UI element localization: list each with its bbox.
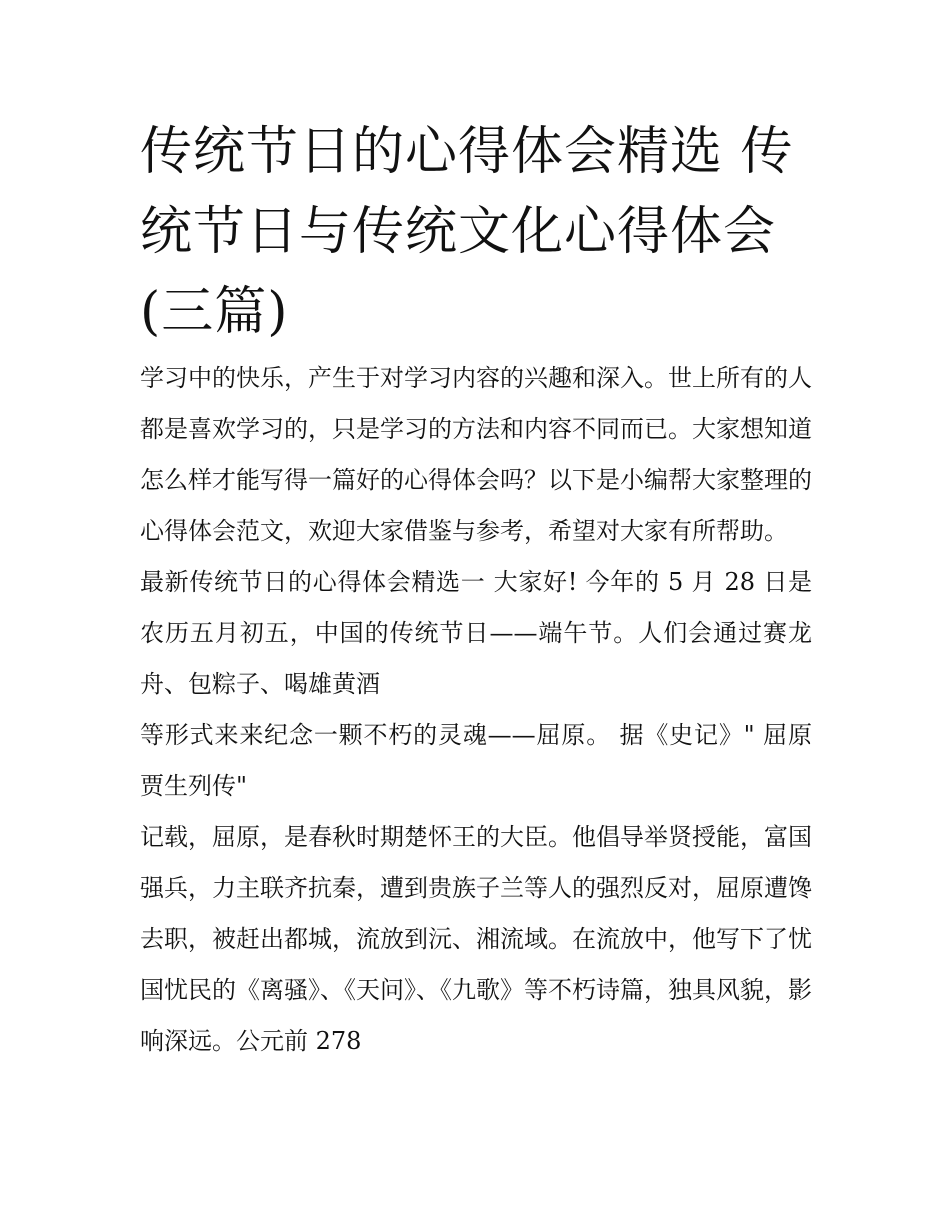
paragraph-quyuan: 等形式来来纪念一颗不朽的灵魂——屈原。 据《史记》" 屈原贾生列传" [140, 721, 812, 800]
document-body [140, 353, 812, 1067]
paragraph-intro: 学习中的快乐，产生于对学习内容的兴趣和深入。世上所有的人都是喜欢学习的，只是学习的方法和内容不同而已。大家想知道怎么样才能写得一篇好的心得体会吗？以下是小编帮大家整理的心得体会范文，欢迎大家借鉴与参考，希望对大家有所帮助。 [140, 364, 812, 545]
paragraph-dragon-boat: 最新传统节日的心得体会精选一 大家好! 今年的 5 月 28 日是农历五月初五，中国的传统节日——端午节。人们会通过赛龙舟、包粽子、喝雄黄酒 [140, 568, 812, 698]
paragraph-record: 记载，屈原，是春秋时期楚怀王的大臣。他倡导举贤授能，富国强兵，力主联齐抗秦，遭到贵族子兰等人的强烈反对，屈原遭馋去职，被赶出都城，流放到沅、湘流域。在流放中，他写下了忧国忧民的《离骚》、《天问》、《九歌》等不朽诗篇，独具风貌，影响深远。公元前 278 [140, 823, 812, 1055]
document-title: 传统节日的心得体会精选 传统节日与传统文化心得体会(三篇) [140, 122, 794, 342]
